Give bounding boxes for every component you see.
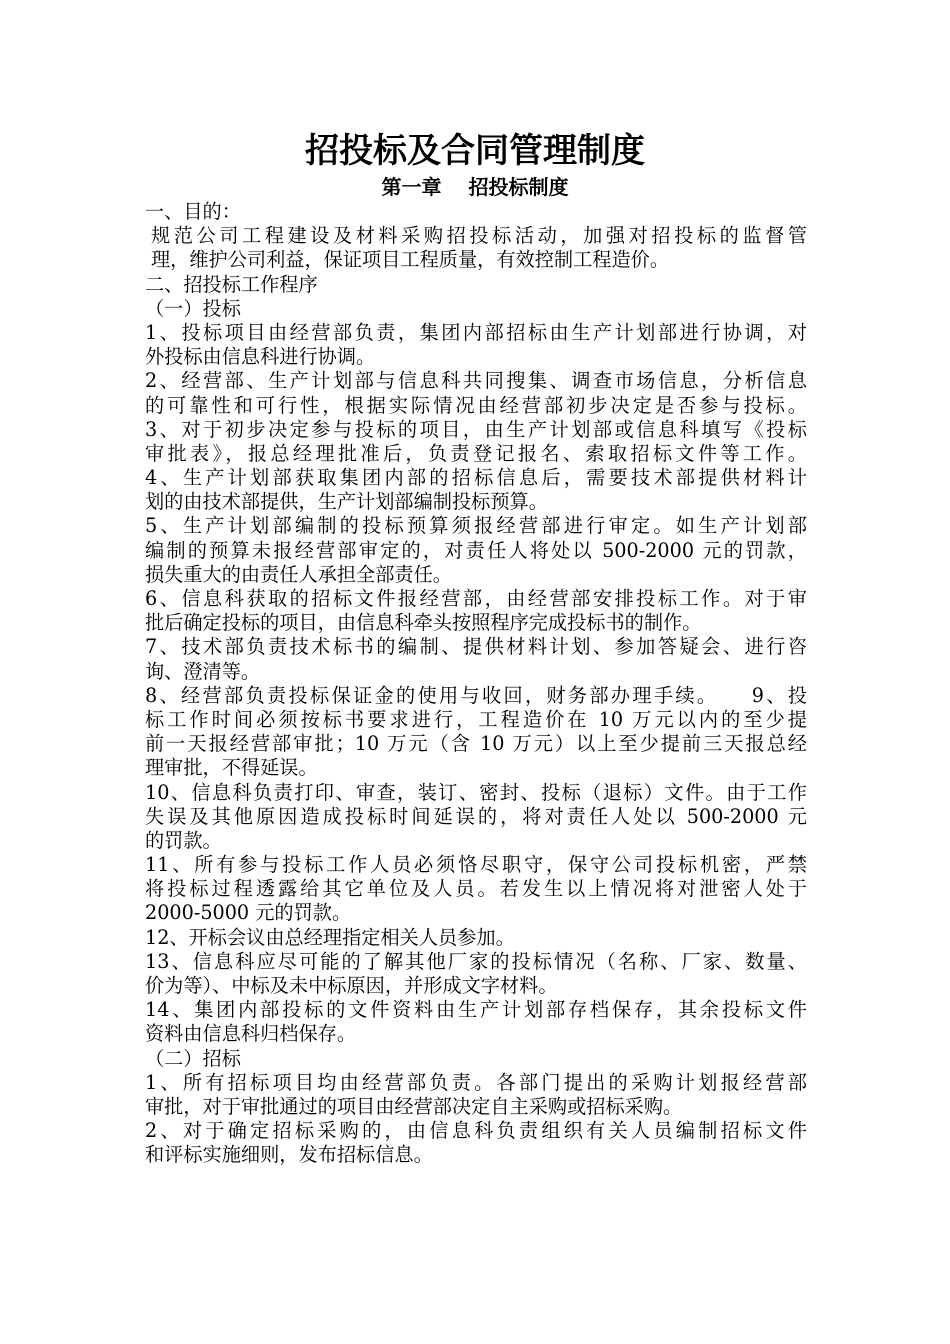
paragraph-line: 2、经营部、生产计划部与信息科共同搜集、调查市场信息，分析信息 [145,369,807,393]
document-body [145,200,807,1168]
paragraph-line: 前一天报经营部审批；10 万元（含 10 万元）以上至少提前三天报总经 [145,732,807,756]
paragraph-line: 1、投标项目由经营部负责，集团内部招标由生产计划部进行协调，对 [145,320,807,344]
paragraph-line: 价为等）、中标及未中标原因，并形成文字材料。 [145,974,558,997]
paragraph-line: 资料由信息科归档保存。 [145,1022,357,1046]
paragraph-line: 审批，对于审批通过的项目由经营部决定自主采购或招标采购。 [145,1094,683,1118]
paragraph-line: 8、经营部负责投标保证金的使用与收回，财务部办理手续。 9、投 [145,683,807,707]
paragraph-line: 批后确定投标的项目，由信息科牵头按照程序完成投标书的制作。 [145,611,702,635]
chapter-heading: 第一章 招投标制度 [381,175,569,199]
paragraph-line: 11、所有参与投标工作人员必须恪尽职守，保守公司投标机密，严禁 [145,853,807,877]
paragraph-line: 10、信息科负责打印、审查，装订、密封、投标（退标）文件。由于工作 [145,780,807,804]
paragraph-line: 编制的预算未报经营部审定的，对责任人将处以 500-2000 元的罚款， [145,538,807,562]
document-title: 招投标及合同管理制度 [305,131,645,171]
paragraph-line: 规范公司工程建设及材料采购招投标活动，加强对招投标的监督管 [151,224,807,248]
paragraph-line: 14、集团内部投标的文件资料由生产计划部存档保存，其余投标文件 [145,998,807,1022]
paragraph-line: 理审批，不得延误。 [145,756,318,780]
paragraph-line: 3、对于初步决定参与投标的项目，由生产计划部或信息科填写《投标 [145,417,807,441]
subsection-heading: （一）投标 [145,296,241,320]
paragraph-line: 询、澄清等。 [145,659,261,683]
paragraph-line: 和评标实施细则，发布招标信息。 [145,1143,433,1167]
section-heading: 一、目的： [145,200,241,223]
subsection-heading: （二）招标 [145,1046,241,1070]
paragraph-line: 划的由技术部提供，生产计划部编制投标预算。 [145,490,548,514]
paragraph-line: 失误及其他原因造成投标时间延误的，将对责任人处以 500-2000 元 [145,804,807,828]
paragraph-line: 损失重大的由责任人承担全部责任。 [145,562,452,586]
paragraph-line: 12、开标会议由总经理指定相关人员参加。 [145,925,515,949]
paragraph-line: 标工作时间必须按标书要求进行，工程造价在 10 万元以内的至少提 [145,707,807,731]
paragraph-line: 的可靠性和可行性，根据实际情况由经营部初步决定是否参与投标。 [145,393,807,417]
paragraph-line: 13、信息科应尽可能的了解其他厂家的投标情况（名称、厂家、数量、 [145,949,807,973]
paragraph-line: 1、所有招标项目均由经营部负责。各部门提出的采购计划报经营部 [145,1070,807,1094]
paragraph-line: 的罚款。 [145,828,222,852]
paragraph-line: 5、生产计划部编制的投标预算须报经营部进行审定。如生产计划部 [145,514,807,538]
paragraph-line: 理，维护公司利益，保证项目工程质量，有效控制工程造价。 [151,248,670,272]
paragraph-line: 审批表》，报总经理批准后，负责登记报名、索取招标文件等工作。 [145,441,807,465]
paragraph-line: 4、生产计划部获取集团内部的招标信息后，需要技术部提供材料计 [145,466,807,490]
paragraph-line: 外投标由信息科进行协调。 [145,345,376,369]
paragraph-line: 7、技术部负责技术标书的编制、提供材料计划、参加答疑会、进行咨 [145,635,807,659]
paragraph-line: 2000-5000 元的罚款。 [145,901,352,925]
section-heading: 二、招投标工作程序 [145,272,318,296]
paragraph-line: 2、对于确定招标采购的，由信息科负责组织有关人员编制招标文件 [145,1119,807,1143]
paragraph-line: 将投标过程透露给其它单位及人员。若发生以上情况将对泄密人处于 [145,877,807,901]
paragraph-line: 6、信息科获取的招标文件报经营部，由经营部安排投标工作。对于审 [145,587,807,610]
